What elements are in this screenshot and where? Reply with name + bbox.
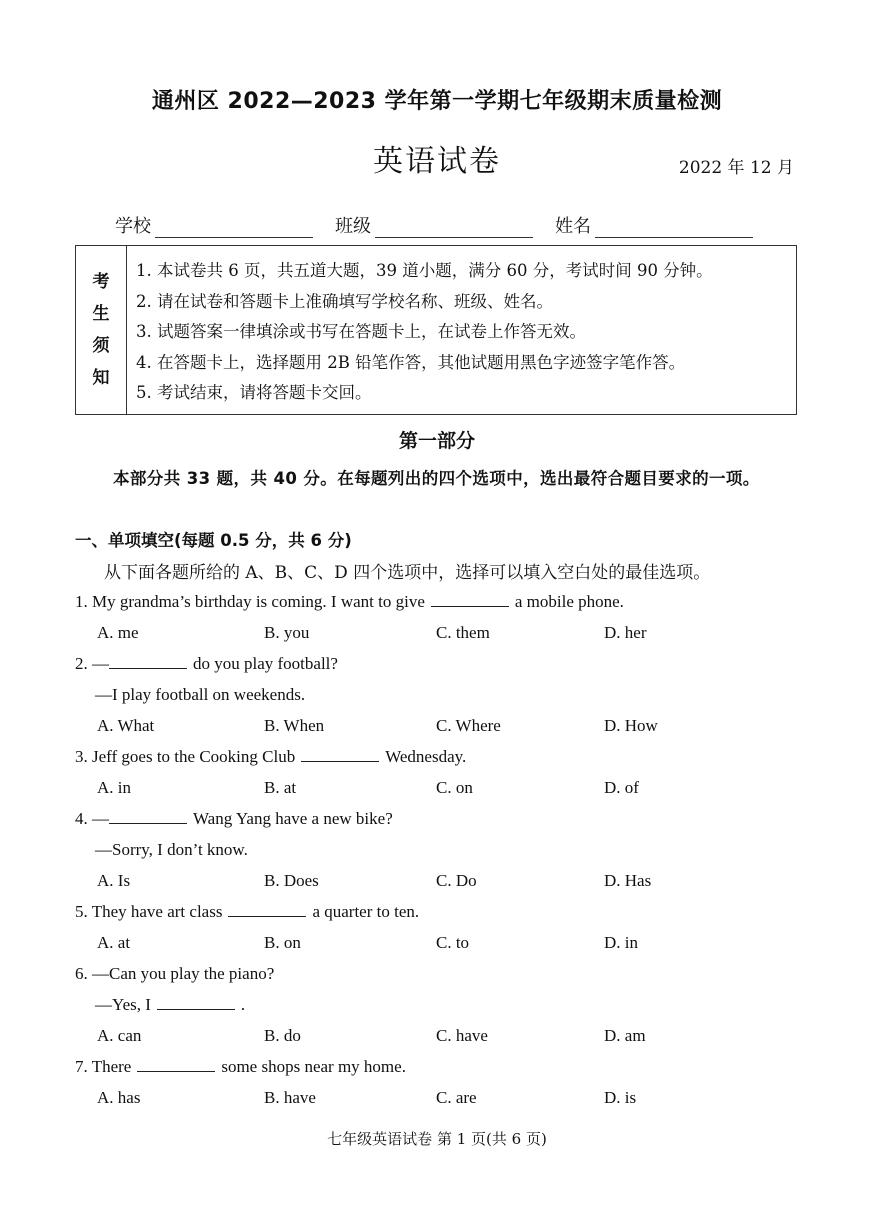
answer-blank bbox=[109, 654, 187, 669]
answer-blank bbox=[157, 995, 235, 1010]
question-text: do you play football? bbox=[193, 654, 338, 673]
notice-item: 2. 请在试卷和答题卡上准确填写学校名称、班级、姓名。 bbox=[136, 291, 553, 311]
class-label: 班级 bbox=[335, 216, 371, 237]
part-description: 本部分共 33 题，共 40 分。在每题列出的四个选项中，选出最符合题目要求的一项。 bbox=[113, 469, 760, 488]
option-b: B. at bbox=[264, 778, 297, 797]
question-text: . bbox=[240, 995, 246, 1014]
question-text: Wang Yang have a new bike? bbox=[193, 809, 393, 828]
option-c: C. on bbox=[436, 778, 473, 797]
question-text: some shops near my home. bbox=[221, 1057, 406, 1076]
answer-blank bbox=[228, 902, 306, 917]
notice-label-char: 考 bbox=[92, 272, 110, 292]
name-field bbox=[555, 212, 753, 238]
section-instruction: 从下面各题所给的 A、B、C、D 四个选项中，选择可以填入空白处的最佳选项。 bbox=[104, 563, 711, 583]
question-3-options bbox=[97, 778, 797, 800]
option-b: B. do bbox=[264, 1026, 301, 1045]
question-4-reply: —Sorry, I don’t know. bbox=[95, 840, 248, 859]
option-d: D. her bbox=[604, 623, 647, 642]
notice-item: 3. 试题答案一律填涂或书写在答题卡上，在试卷上作答无效。 bbox=[136, 322, 586, 341]
notice-label bbox=[76, 246, 127, 414]
option-d: D. Has bbox=[604, 871, 652, 890]
answer-blank bbox=[301, 747, 379, 762]
question-text: 4. — bbox=[75, 809, 109, 828]
option-c: C. are bbox=[436, 1088, 477, 1107]
school-label: 学校 bbox=[115, 216, 151, 237]
option-d: D. is bbox=[604, 1088, 637, 1107]
question-3 bbox=[75, 747, 466, 767]
question-7 bbox=[75, 1057, 406, 1077]
option-d: D. in bbox=[604, 933, 638, 952]
question-text: 5. They have art class bbox=[75, 902, 223, 921]
question-6-options bbox=[97, 1026, 797, 1048]
question-4-options bbox=[97, 871, 797, 893]
question-2-reply: —I play football on weekends. bbox=[95, 685, 306, 704]
option-c: C. Do bbox=[436, 871, 477, 890]
notice-list bbox=[127, 246, 713, 414]
question-1 bbox=[75, 592, 624, 612]
option-d: D. How bbox=[604, 716, 658, 735]
option-d: D. of bbox=[604, 778, 639, 797]
option-a: A. in bbox=[97, 778, 131, 797]
option-b: B. you bbox=[264, 623, 310, 642]
school-field bbox=[115, 212, 313, 238]
question-7-options bbox=[97, 1088, 797, 1110]
school-blank bbox=[155, 219, 313, 238]
option-a: A. has bbox=[97, 1088, 141, 1107]
class-field bbox=[335, 212, 533, 238]
question-2 bbox=[75, 654, 338, 674]
option-c: C. have bbox=[436, 1026, 488, 1045]
question-5-options bbox=[97, 933, 797, 955]
option-a: A. at bbox=[97, 933, 131, 952]
question-text: 7. There bbox=[75, 1057, 132, 1076]
student-info-row bbox=[115, 212, 775, 238]
option-a: A. Is bbox=[97, 871, 131, 890]
question-text: 2. — bbox=[75, 654, 109, 673]
notice-item: 5. 考试结束，请将答题卡交回。 bbox=[136, 383, 372, 402]
question-6-reply bbox=[95, 995, 245, 1015]
question-text: 3. Jeff goes to the Cooking Club bbox=[75, 747, 296, 766]
option-b: B. When bbox=[264, 716, 325, 735]
exam-title: 通州区 2022—2023 学年第一学期七年级期末质量检测 bbox=[151, 89, 723, 114]
answer-blank bbox=[109, 809, 187, 824]
name-label: 姓名 bbox=[555, 216, 591, 237]
option-b: B. have bbox=[264, 1088, 316, 1107]
exam-subject: 英语试卷 bbox=[373, 144, 501, 179]
class-blank bbox=[375, 219, 533, 238]
option-c: C. Where bbox=[436, 716, 501, 735]
exam-date: 2022 年 12 月 bbox=[678, 158, 794, 178]
option-a: A. can bbox=[97, 1026, 142, 1045]
question-text: Wednesday. bbox=[385, 747, 467, 766]
part-title: 第一部分 bbox=[398, 430, 475, 452]
question-text: a mobile phone. bbox=[514, 592, 624, 611]
question-6: 6. —Can you play the piano? bbox=[75, 964, 275, 983]
question-4 bbox=[75, 809, 393, 829]
notice-label-char: 生 bbox=[92, 304, 110, 324]
option-b: B. on bbox=[264, 933, 301, 952]
question-text: a quarter to ten. bbox=[312, 902, 420, 921]
option-a: A. me bbox=[97, 623, 139, 642]
answer-blank bbox=[137, 1057, 215, 1072]
page-footer: 七年级英语试卷 第 1 页(共 6 页) bbox=[327, 1130, 547, 1148]
question-text: —Yes, I bbox=[95, 995, 151, 1014]
option-a: A. What bbox=[97, 716, 155, 735]
option-c: C. them bbox=[436, 623, 490, 642]
question-1-options bbox=[97, 623, 797, 645]
option-b: B. Does bbox=[264, 871, 319, 890]
notice-item: 1. 本试卷共 6 页，共五道大题，39 道小题，满分 60 分，考试时间 90 分钟。 bbox=[136, 261, 713, 280]
exam-notice-box bbox=[75, 245, 797, 415]
option-c: C. to bbox=[436, 933, 470, 952]
name-blank bbox=[595, 219, 753, 238]
section-title: 一、单项填空(每题 0.5 分，共 6 分) bbox=[75, 531, 352, 550]
answer-blank bbox=[431, 592, 509, 607]
notice-label-char: 知 bbox=[92, 368, 110, 388]
question-text: 1. My grandma’s birthday is coming. I want to give bbox=[75, 592, 425, 611]
question-5 bbox=[75, 902, 419, 922]
notice-label-char: 须 bbox=[92, 336, 110, 356]
option-d: D. am bbox=[604, 1026, 646, 1045]
question-2-options bbox=[97, 716, 797, 738]
notice-item: 4. 在答题卡上，选择题用 2B 铅笔作答，其他试题用黑色字迹签字笔作答。 bbox=[136, 352, 686, 372]
